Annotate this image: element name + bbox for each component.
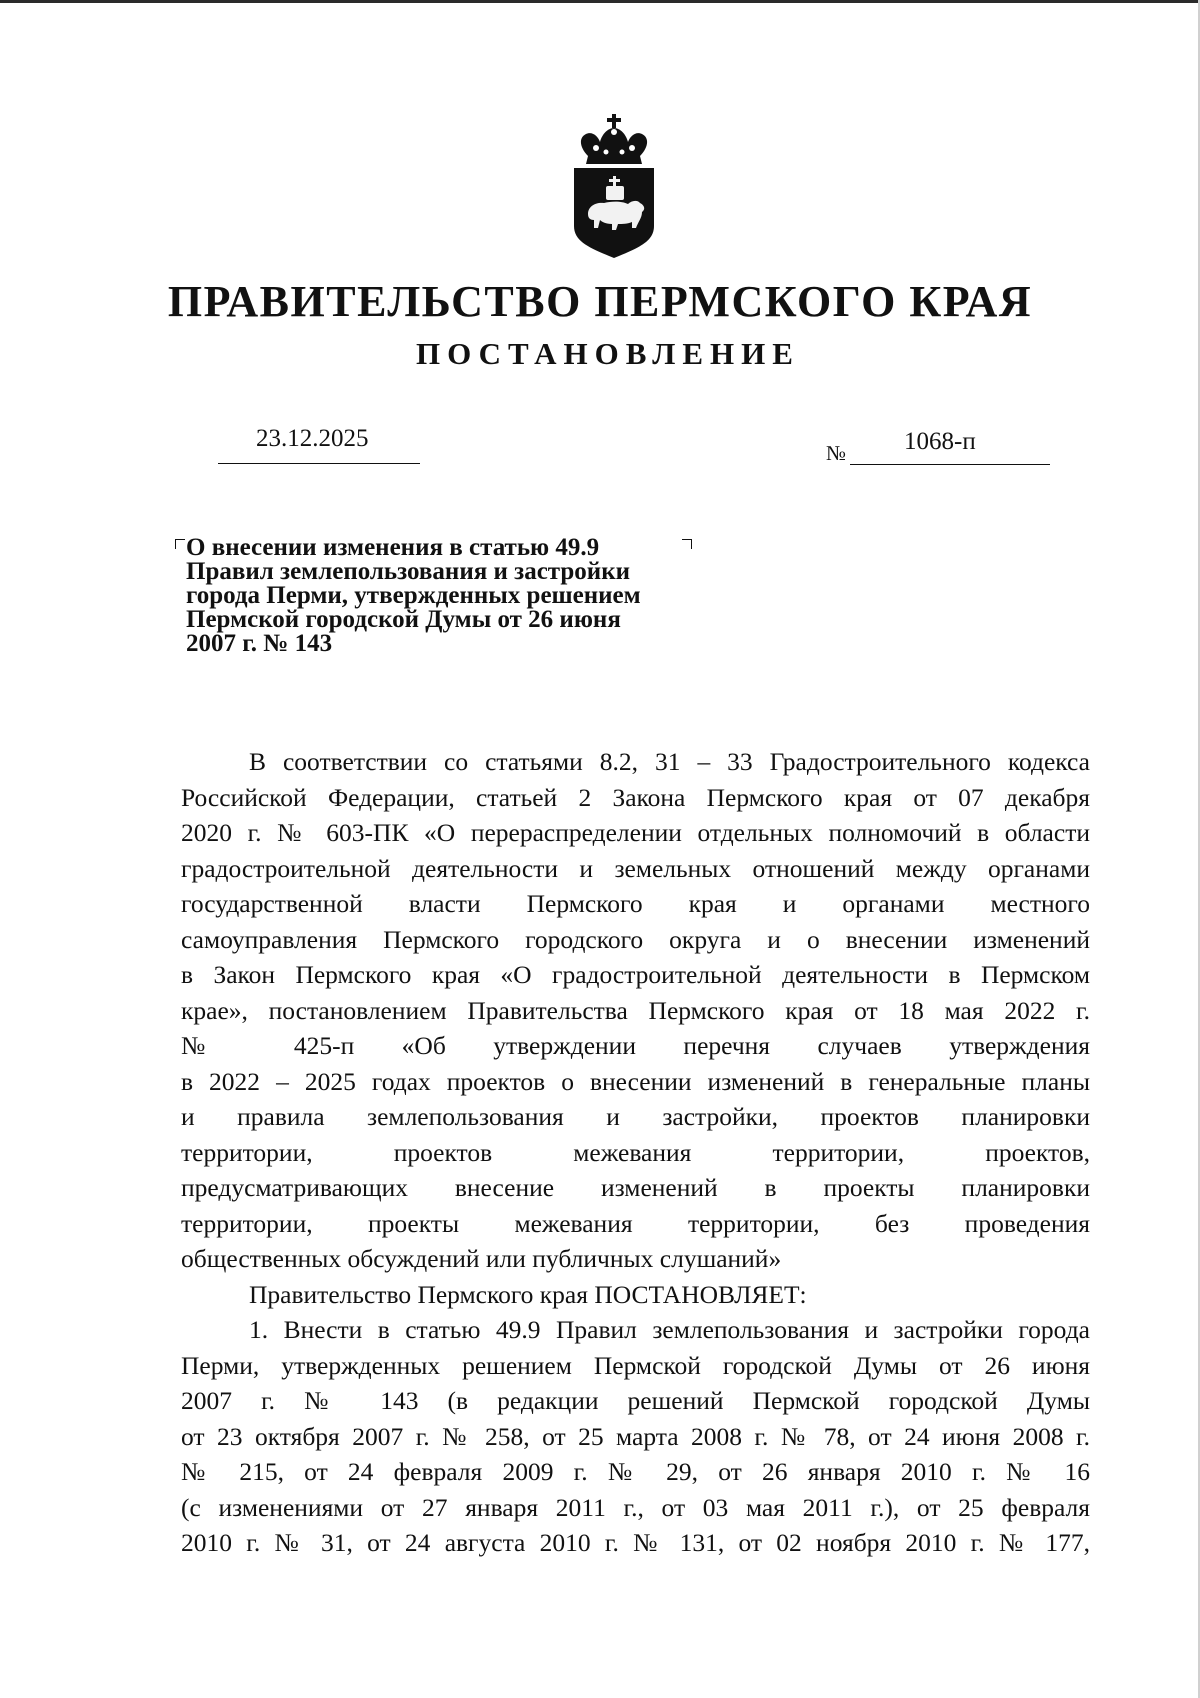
subject-line: Пермской городской Думы от 26 июня: [186, 606, 621, 633]
body-line: В соответствии со статьями 8.2, 31 – 33 Градостроительного кодекса: [249, 747, 1090, 776]
date-field: [218, 425, 420, 464]
body-line: 2010 г. № 31, от 24 августа 2010 г. № 131, от 02 ноября 2010 г. № 177,: [181, 1528, 1090, 1557]
body-line: № 425-п «Об утверждении перечня случаев утверждения: [181, 1031, 1090, 1060]
resolution-line: Правительство Пермского края ПОСТАНОВЛЯЕТ:: [249, 1279, 807, 1309]
document-type: ПОСТАНОВЛЕНИЕ: [416, 336, 800, 371]
perm-krai-coat-of-arms-icon: [566, 108, 662, 260]
body-line: самоуправления Пермского городского округа и о внесении изменений: [181, 924, 1090, 954]
document-date: 23.12.2025: [256, 425, 369, 452]
body-line: и правила землепользования и застройки, проектов планировки: [181, 1102, 1090, 1131]
clause-line: 1. Внести в статью 49.9 Правил землепользования и застройки города: [249, 1315, 1090, 1344]
body-line: № 215, от 24 февраля 2009 г. № 29, от 26 января 2010 г. № 16: [181, 1457, 1090, 1486]
body-line: 2007 г. № 143 (в редакции решений Пермской городской Думы: [181, 1386, 1090, 1415]
government-title: ПРАВИТЕЛЬСТВО ПЕРМСКОГО КРАЯ: [167, 277, 1033, 326]
body-line: градостроительной деятельности и земельных отношений между органами: [181, 853, 1090, 883]
body-line: территории, проекты межевания территории, без проведения: [181, 1208, 1090, 1238]
body-line: в 2022 – 2025 годах проектов о внесении изменений в генеральные планы: [181, 1066, 1090, 1096]
document-number: 1068-п: [904, 428, 976, 455]
body-line: Перми, утвержденных решением Пермской городской Думы от 26 июня: [181, 1350, 1090, 1380]
body-line: общественных обсуждений или публичных слушаний»: [181, 1244, 782, 1273]
body-line: государственной власти Пермского края и органами местного: [181, 889, 1090, 918]
body-line: крае», постановлением Правительства Пермского края от 18 мая 2022 г.: [181, 995, 1090, 1025]
subject-line: Правил землепользования и застройки: [186, 558, 631, 585]
subject-line: О внесении изменения в статью 49.9: [186, 534, 600, 561]
body-line: Российской Федерации, статьей 2 Закона Пермского края от 07 декабря: [181, 782, 1090, 812]
body-line: в Закон Пермского края «О градостроительной деятельности в Пермском: [181, 960, 1090, 989]
subject-line: 2007 г. № 143: [186, 630, 333, 657]
subject-line: города Перми, утвержденных решением: [186, 582, 641, 609]
number-field: [850, 428, 1050, 465]
body-line: от 23 октября 2007 г. № 258, от 25 марта 2008 г. № 78, от 24 июня 2008 г.: [181, 1421, 1090, 1451]
document-body: [181, 744, 1090, 1561]
bear-icon: [588, 201, 644, 230]
number-label: №: [826, 441, 847, 465]
document-subject: [186, 536, 726, 656]
crown-icon: [581, 114, 647, 164]
body-line: 2020 г. № 603-ПК «О перераспределении отдельных полномочий в области: [181, 818, 1090, 847]
body-line: территории, проектов межевания территории, проектов,: [181, 1137, 1090, 1167]
body-line: предусматривающих внесение изменений в проекты планировки: [181, 1173, 1090, 1202]
scan-edge-top: [0, 0, 1200, 3]
body-line: (с изменениями от 27 января 2011 г., от 03 мая 2011 г.), от 25 февраля: [181, 1492, 1090, 1522]
subject-corner-left: [175, 539, 185, 549]
